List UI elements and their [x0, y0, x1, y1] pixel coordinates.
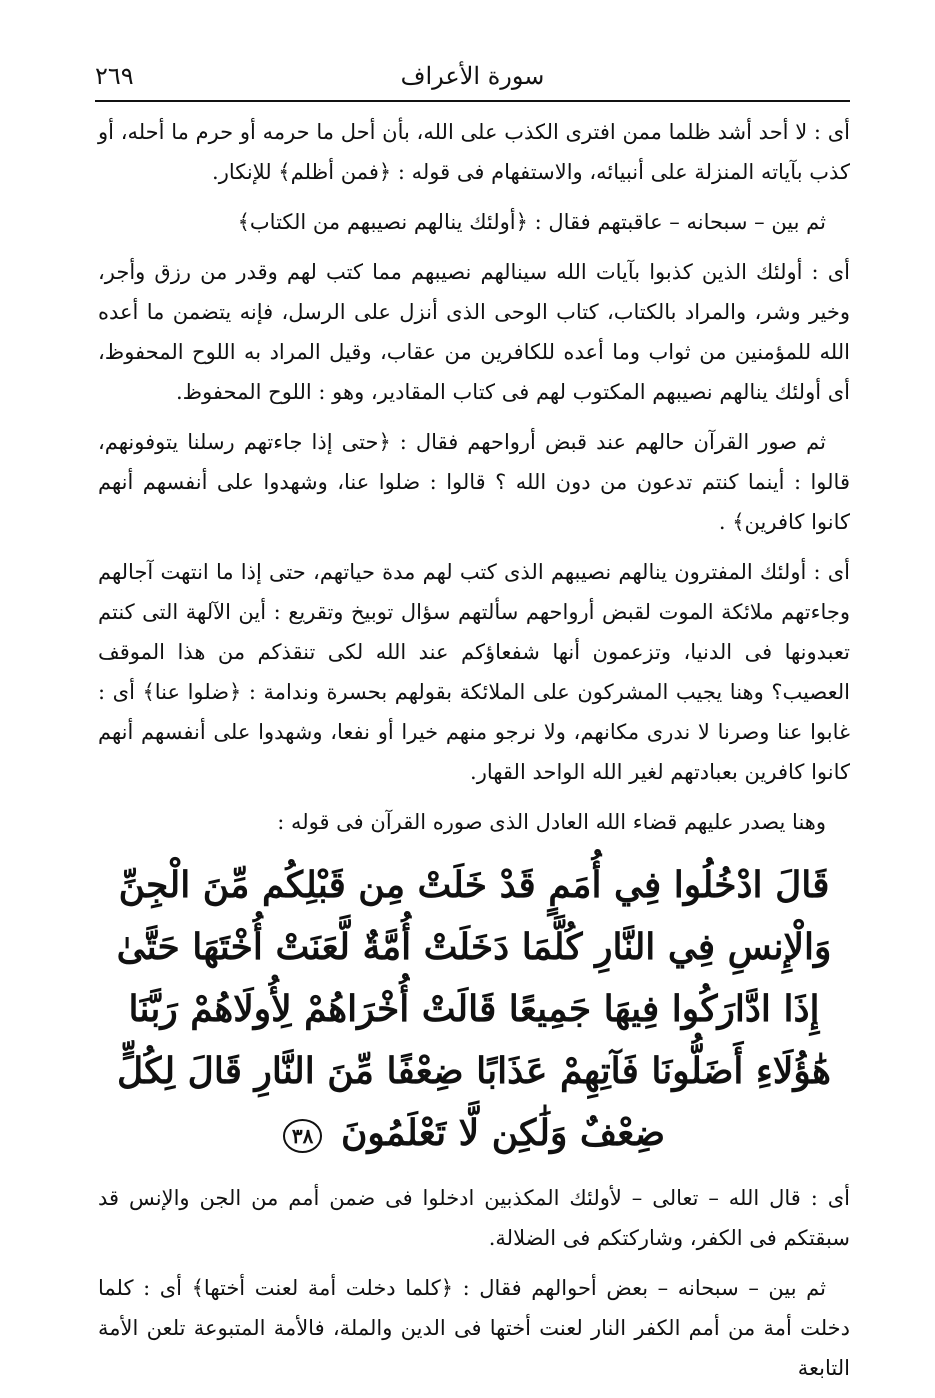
verse-text: قَالَ ادْخُلُوا فِي أُمَمٍ قَدْ خَلَتْ مِن قَبْلِكُم مِّنَ الْجِنِّ وَالْإِنسِ فِي النَّارِ كُلَّمَا دَخَلَتْ أُمَّةٌ لَّعَنَتْ أُخْتَهَا حَتَّىٰ إِذَا ادَّارَكُوا فِيهَا جَمِيعًا قَالَتْ أُخْرَاهُمْ لِأُولَاهُمْ رَبَّنَا هَٰؤُلَاءِ أَضَلُّونَا فَآتِهِمْ عَذَابًا ضِعْفًا مِّنَ النَّارِ قَالَ لِكُلٍّ ضِعْفٌ وَلَٰكِن لَّا تَعْلَمُونَ	[116, 864, 832, 1154]
paragraph-6: وهنا يصدر عليهم قضاء الله العادل الذى صوره القرآن فى قوله :	[277, 810, 826, 834]
paragraph-5: أى : أولئك المفترون ينالهم نصيبهم الذى كتب لهم مدة حياتهم، حتى إذا ما انتهت آجالهم وجاءتهم ملائكة الموت لقبض أرواحهم سألتهم سؤال توبيخ وتقريع : أين الآلهة التى كنتم تعبدونها فى الدنيا، وتزعمون أنها شفعاؤكم عند الله لكى تنقذكم من هذا الموقف العصيب؟ وهنا يجيب المشركون على الملائكة بقولهم بحسرة وندامة : ﴿ضلوا عنا﴾ أى : غابوا عنا وصرنا لا ندرى مكانهم، ولا نرجو منهم خيرا أو نفعا، وشهدوا على أنفسهم أنهم كانوا كافرين بعبادتهم لغير الله الواحد القهار.	[98, 560, 850, 784]
quran-verse	[98, 854, 850, 1164]
surah-title: سورة الأعراف	[400, 62, 545, 90]
page-body	[98, 112, 850, 1398]
paragraph-1: أى : لا أحد أشد ظلما ممن افترى الكذب على الله، بأن أحل ما حرمه أو حرم ما أحله، أو كذب بآياته المنزلة على أنبيائه، والاستفهام فى قوله : ﴿فمن أظلم﴾ للإنكار.	[98, 120, 850, 184]
paragraph-3: أى : أولئك الذين كذبوا بآيات الله سينالهم نصيبهم مما كتب لهم وقدر من رزق وأجر، وخير وشر، والمراد بالكتاب، كتاب الوحى الذى أنزل على الرسل، فإنه يتضمن ما أعده الله للمؤمنين من ثواب وما أعده للكافرين من عقاب، وقيل المراد به اللوح المحفوظ، أى أولئك ينالهم نصيبهم المكتوب لهم فى كتاب المقادير، وهو : اللوح المحفوظ.	[98, 260, 850, 404]
paragraph-2: ثم بين – سبحانه – عاقبتهم فقال : ﴿أولئك ينالهم نصيبهم من الكتاب﴾	[237, 210, 826, 234]
ayah-number-marker: ٣٨	[283, 1119, 322, 1153]
paragraph-7: أى : قال الله – تعالى – لأولئك المكذبين ادخلوا فى ضمن أمم من الجن والإنس قد سبقتكم فى الكفر، وشاركتكم فى الضلالة.	[98, 1186, 850, 1250]
page-header	[95, 60, 850, 100]
header-divider	[95, 100, 850, 102]
paragraph-8: ثم بين – سبحانه – بعض أحوالهم فقال : ﴿كلما دخلت أمة لعنت أختها﴾ أى : كلما دخلت أمة من أمم الكفر النار لعنت أختها فى الدين والملة، فالأمة المتبوعة تلعن الأمة التابعة	[98, 1276, 850, 1380]
page-number: ٢٦٩	[95, 62, 134, 90]
paragraph-4: ثم صور القرآن حالهم عند قبض أرواحهم فقال : ﴿حتى إذا جاءتهم رسلنا يتوفونهم، قالوا : أينما كنتم تدعون من دون الله ؟ قالوا : ضلوا عنا، وشهدوا على أنفسهم أنهم كانوا كافرين﴾ .	[98, 430, 850, 534]
